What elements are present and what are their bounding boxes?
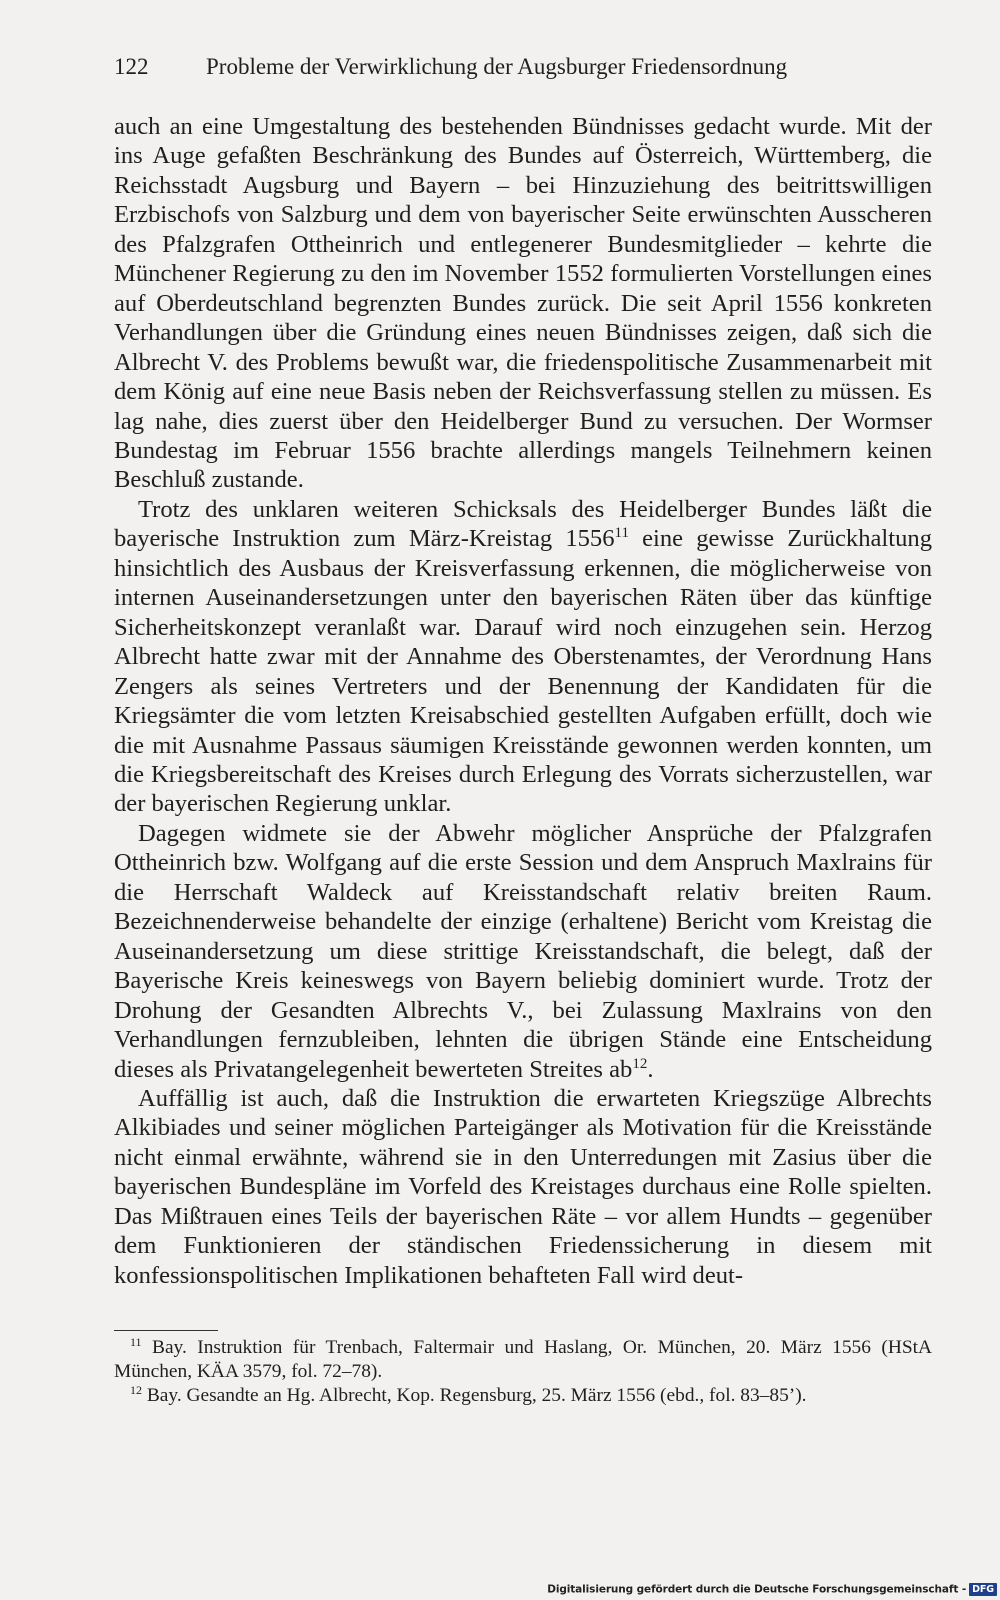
- footnotes: [114, 1336, 932, 1408]
- paragraph-1: auch an eine Umgestaltung des bestehenden Bündnisses gedacht wurde. Mit der ins Auge gefaßten Beschränkung des Bundes auf Österreich, Württemberg, die Reichsstadt Augsburg und Bayern – bei Hinzuziehung des beitrittswilligen Erzbischofs von Salzburg und dem von bayerischer Seite erwünschten Ausscheren des Pfalzgrafen Ottheinrich und entlegenerer Bundesmitglieder – kehrte die Münchener Regierung zu den im November 1552 formulierten Vorstellungen eines auf Oberdeutschland begrenzten Bundes zurück. Die seit April 1556 konkreten Verhandlungen über die Gründung eines neuen Bündnisses zeigen, daß sich die Albrecht V. des Problems bewußt war, die friedenspolitische Zusammenarbeit mit dem König auf eine neue Basis neben der Reichsverfassung stellen zu müssen. Es lag nahe, dies zuerst über den Heidelberger Bund zu versuchen. Der Wormser Bundestag im Februar 1556 brachte allerdings mangels Teilnehmern keinen Beschluß zustande.: [114, 113, 932, 494]
- footnote-ref-11[interactable]: 11: [614, 525, 629, 542]
- paragraph-2-text-b: eine gewisse Zurückhaltung hinsichtlich des Ausbaus der Kreisverfassung erkennen, die möglicherweise von internen Auseinandersetzungen unter den bayerischen Räten über das künftige Sicherheitskonzept veranlaßt war. Darauf wird noch einzugehen sein. Herzog Albrecht hatte zwar mit der Annahme des Oberstenamtes, der Verordnung Hans Zengers als seines Vertreters und der Benennung der Kandidaten für die Kriegsämter die vom letzten Kreisabschied gestellten Aufgaben erfüllt, doch wie die mit Ausnahme Passaus säumigen Kreisstände gewonnen werden konnten, um die Kriegsbereitschaft des Kreises durch Erlegung des Vorrats sicherzustellen, war der bayerischen Regierung unklar.: [114, 525, 932, 818]
- dfg-logo-icon: DFG: [969, 1583, 997, 1596]
- digitization-credit: [547, 1583, 997, 1596]
- running-header: [114, 52, 836, 82]
- paragraph-3-text-b: .: [647, 1055, 654, 1083]
- footnote-11: [114, 1336, 932, 1384]
- paragraph-3-text-a: Dagegen widmete sie der Abwehr möglicher Ansprüche der Pfalzgrafen Ottheinrich bzw. Wolfgang auf die erste Session und dem Anspruch Maxlrains für die Herrschaft Waldeck auf Kreisstandschaft relativ breiten Raum. Bezeichnenderweise behandelte der einzige (erhaltene) Bericht vom Kreistag die Auseinandersetzung um diese strittige Kreisstandschaft, die belegt, daß der Bayerische Kreis keineswegs von Bayern beliebig dominiert wurde. Trotz der Drohung der Gesandten Albrechts V., bei Zulassung Maxlrains von den Verhandlungen fernzubleiben, lehnten die übrigen Stände eine Entscheidung dieses als Privatangelegenheit bewerteten Streites ab: [114, 819, 932, 1083]
- credit-text: Digitalisierung gefördert durch die Deutsche Forschungsgemeinschaft -: [547, 1583, 967, 1596]
- paragraph-4: Auffällig ist auch, daß die Instruktion die erwarteten Kriegszüge Albrechts Alkibiades und seiner möglichen Parteigänger als Motivation für die Kreisstände nicht einmal erwähnte, während sie in den Unterredungen mit Zasius über die bayerischen Bundespläne im Vorfeld des Kreistages durchaus eine Rolle spielten. Das Mißtrauen eines Teils der bayerischen Räte – vor allem Hundts – gegenüber dem Funktionieren der ständischen Friedenssicherung in diesem mit konfessionspolitischen Implikationen behafteten Fall wird deut-: [114, 1084, 932, 1289]
- footnote-12: [114, 1384, 932, 1408]
- footnote-11-text: Bay. Instruktion für Trenbach, Faltermair und Haslang, Or. München, 20. März 1556 (HStA München, KÄA 3579, fol. 72–78).: [114, 1337, 932, 1382]
- paragraph-3: [114, 819, 932, 1084]
- footnote-mark-12: 12: [130, 1383, 142, 1397]
- running-title: Probleme der Verwirklichung der Augsburger Friedensordnung: [206, 54, 788, 79]
- paragraph-2-text-a: Trotz des unklaren weiteren Schicksals des Heidelberger Bundes läßt die bayerische Instruktion zum März-Kreistag 1556: [114, 495, 932, 553]
- paragraph-2: [114, 495, 932, 819]
- footnote-12-text: Bay. Gesandte an Hg. Albrecht, Kop. Regensburg, 25. März 1556 (ebd., fol. 83–85’).: [142, 1385, 807, 1406]
- footnote-divider: [114, 1330, 218, 1331]
- footnote-ref-12[interactable]: 12: [632, 1055, 648, 1072]
- main-text: [114, 112, 932, 1290]
- page-number: 122: [114, 54, 149, 79]
- footnote-mark-11: 11: [130, 1335, 142, 1349]
